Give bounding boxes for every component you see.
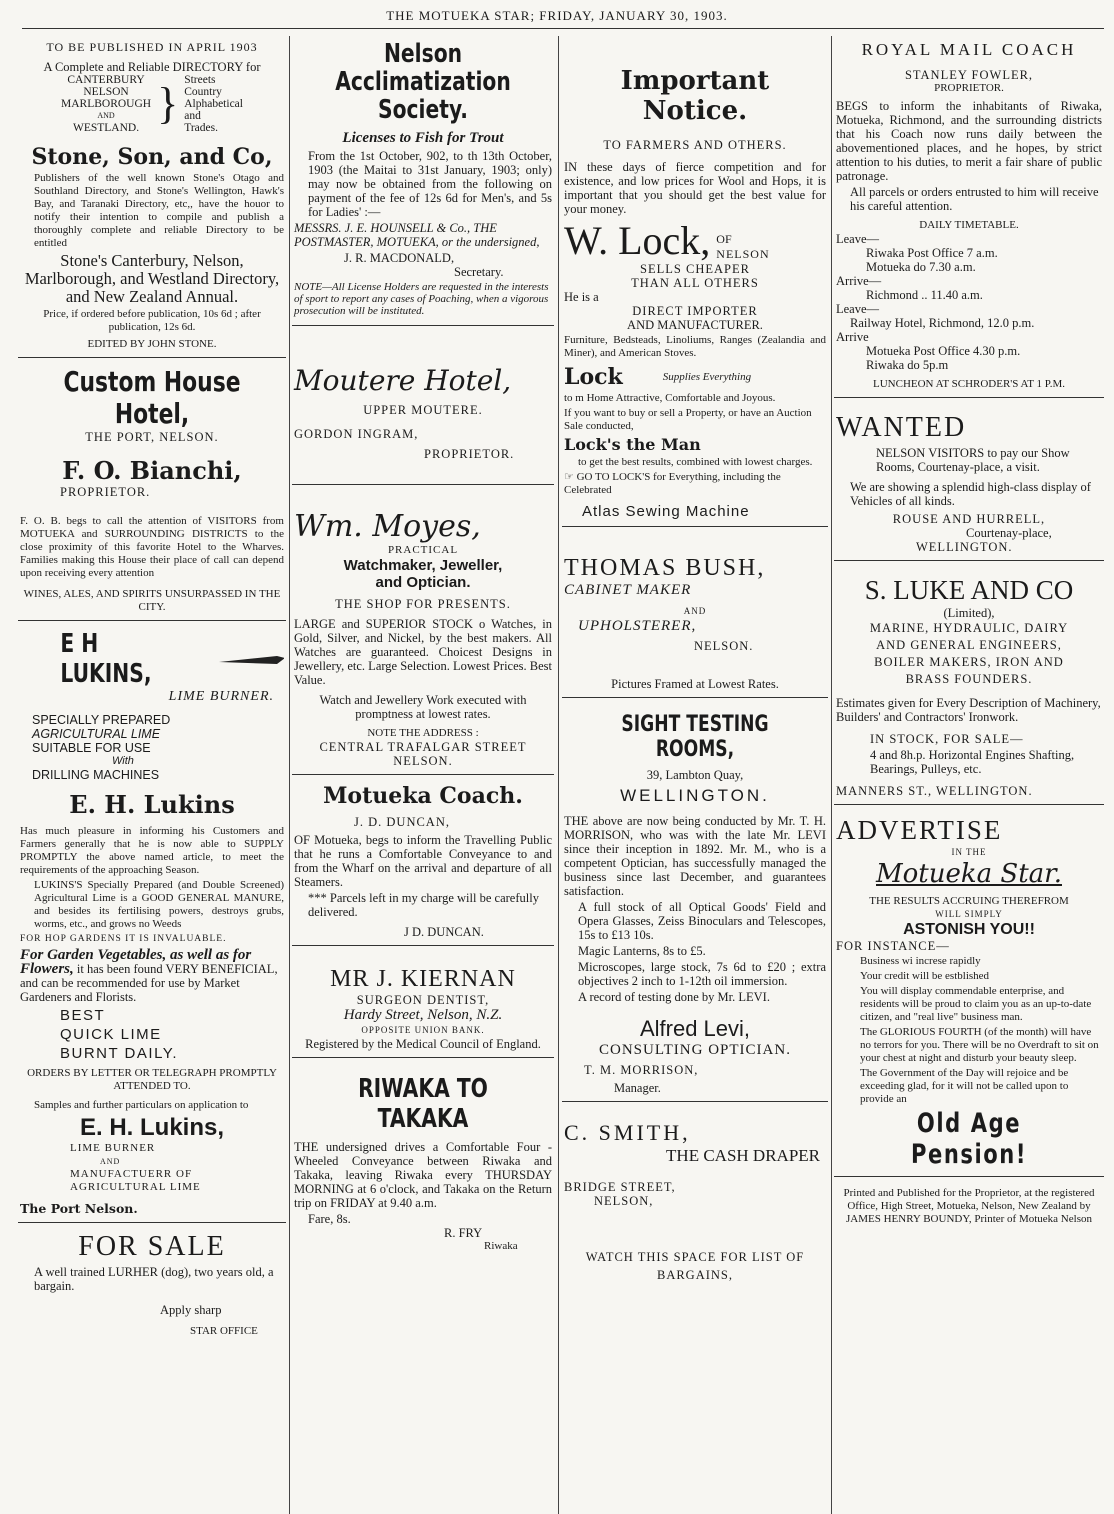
bush-title: THOMAS BUSH, <box>564 555 766 581</box>
kiernan-ad <box>292 950 554 1058</box>
tt-row: Motueka Post Office 4.30 p.m. <box>866 344 1021 358</box>
luke-engines: 4 and 8h.p. Horizontal Engines Shafting, Bearings, Pulleys, etc. <box>870 748 1075 776</box>
hotel-address: THE PORT, NELSON. <box>85 430 219 444</box>
column-rule <box>558 36 559 1514</box>
bush-place: NELSON. <box>694 639 754 653</box>
coach-parcels: *** Parcels left in my charge will be carefully delivered. <box>308 891 539 919</box>
lukins-line: AGRICULTURAL LIME <box>32 727 161 741</box>
sight-city: WELLINGTON. <box>620 786 770 805</box>
imprint <box>834 1181 1104 1232</box>
hotel-footer: WINES, ALES, AND SPIRITS UNSURPASSED IN THE CITY. <box>23 588 281 613</box>
moutere-hotel-ad <box>292 330 554 485</box>
moyes-shop: THE SHOP FOR PRESENTS. <box>335 597 511 611</box>
rmc-role: PROPRIETOR. <box>934 82 1004 94</box>
lock-of: OF <box>716 232 732 246</box>
lock-role-2: AND MANUFACTURER. <box>627 318 763 332</box>
luke-addr: MANNERS ST., WELLINGTON. <box>836 784 1033 798</box>
luke-ltd: (Limited), <box>943 606 995 620</box>
lock-nelson: NELSON <box>716 247 770 261</box>
firm-name: Stone, Son, and Co, <box>31 144 273 170</box>
section: Country <box>184 86 222 98</box>
brace-icon: } <box>157 79 179 128</box>
directory-body: Publishers of the well known Stone's Otago and Southland Directory, and Stone's Wellington, Hawk's Bay, and Taranaki Directory, etc,, have the houor to notify their intention to compile and publish a thoroughly complete and reliable Directory to be entitled <box>34 172 284 249</box>
advertise-ad <box>834 809 1104 1177</box>
best-line: BEST <box>60 1007 106 1024</box>
footer-line: MANUFACTUERR OF <box>70 1168 193 1180</box>
sight-p5: A record of testing done by Mr. LEVI. <box>578 990 770 1004</box>
sight-p2: A full stock of all Optical Goods' Field and Opera Glasses, Zeiss Binoculars and Telescopes, 15s to £13 10s. <box>578 900 826 942</box>
tt-row: Arrive <box>836 330 869 344</box>
acclim-agents: MESSRS. J. E. HOUNSELL & Co., THE POSTMASTER, MOTUEKA, or the undersigned, <box>294 221 540 249</box>
rmc-title: ROYAL MAIL COACH <box>861 40 1077 59</box>
lukins-footer <box>20 1142 284 1194</box>
tt-row: Richmond .. 11.40 a.m. <box>866 288 983 302</box>
lukins-lines <box>20 713 284 782</box>
notice-sub: TO FARMERS AND OTHERS. <box>603 138 787 152</box>
directory-editor: EDITED BY JOHN STONE. <box>87 338 217 350</box>
bush-pictures: Pictures Framed at Lowest Rates. <box>611 677 779 691</box>
levi-mgr-role: Manager. <box>614 1081 661 1095</box>
acclim-body: From the 1st October, 902, to th 13th October, 1903 (the Maitai to 31st January, 1903; only) may now be obtained from the following on payment of the fee of 12s 6d for Men's, and 5s for Ladies' :— <box>308 149 552 219</box>
lock-man: Lock's the Man <box>564 435 701 454</box>
lukins-ad <box>18 625 286 1223</box>
hotel-owner: F. O. Bianchi, <box>62 456 242 485</box>
coach-owner: J. D. DUNCAN, <box>354 815 450 829</box>
lukins-line: DRILLING MACHINES <box>32 768 160 782</box>
smith-addr-1: BRIDGE STREET, <box>564 1180 676 1194</box>
kiernan-opp: OPPOSITE UNION BANK. <box>361 1025 485 1035</box>
riwaka-body: THE undersigned drives a Comfortable Four - Wheeled Conveyance between Riwaka and Takaka, leaving Riwaka every THURSDAY MORNING at 6 o'clock, and Takaka on the Return trip on FRIDAY at 9.40 a.m. <box>294 1140 552 1210</box>
acclim-title-2: Society. <box>377 95 469 125</box>
column-3 <box>562 36 828 1514</box>
lock-role-1: DIRECT IMPORTER <box>632 304 758 318</box>
wanted-ad <box>834 402 1104 561</box>
for-sale-ad <box>18 1227 286 1344</box>
advertise-for: FOR INSTANCE— <box>836 939 950 953</box>
advertise-i4: The GLORIOUS FOURTH (of the month) will have no terrors for you. There will be no Overdraft to sit on your chest at night and disturb your beauty sleep. <box>860 1026 1099 1064</box>
directory-price: Price, if ordered before publication, 10s 6d ; after publication, 12s 6d. <box>43 308 261 333</box>
riwaka-title: RIWAKA TO TAKAKA <box>358 1074 488 1134</box>
lukins-p4b: it has been found VERY BENEFICIAL, and can be recommended for use by Market Gardeners and Florists. <box>20 962 278 1004</box>
tt-row: Leave— <box>836 302 880 316</box>
rmc-parcels: All parcels or orders entrusted to him will receive his careful attention. <box>850 185 1099 213</box>
advertise-paper: Motueka Star. <box>876 859 1062 889</box>
smith-addr-2: NELSON, <box>594 1194 654 1208</box>
advertise-i5: The Government of the Day will rejoice and be exceeding glad, for it will not be called upon to provide an <box>860 1067 1069 1105</box>
smith-title-2: THE CASH DRAPER <box>666 1146 820 1165</box>
directory-brace <box>20 74 284 134</box>
moutere-sub: UPPER MOUTERE. <box>363 403 483 417</box>
advertise-pension: Old Age Pension! <box>910 1108 1028 1170</box>
lock-cheaper: SELLS CHEAPER <box>640 262 750 276</box>
column-2 <box>292 36 554 1514</box>
lukins-best <box>20 1006 284 1063</box>
advertise-results: THE RESULTS ACCRUING THEREFROM <box>869 895 1069 907</box>
levi-mgr: T. M. MORRISON, <box>584 1063 699 1077</box>
notice-body: IN these days of fierce competition and for existence, and low prices for Wool and Hops, it is important that you should get the best value for your money. <box>564 160 826 216</box>
tt-row: Riwaka Post Office 7 a.m. <box>866 246 998 260</box>
riwaka-takaka-ad <box>292 1062 554 1259</box>
bush-and: AND <box>683 606 707 616</box>
lock-results: to get the best results, combined with lowest charges. <box>578 456 813 468</box>
tt-row: Motueka do 7.30 a.m. <box>866 260 976 274</box>
advertise-in-the: IN THE <box>951 847 987 857</box>
imprint-text: Printed and Published for the Proprietor, at the registered Office, High Street, Motueka, Nelson, New Zealand by JAMES HENRY BOUNDY, Printer of Motueka Nelson <box>843 1187 1095 1225</box>
lock-goto: ☞ GO TO LOCK'S for Everything, including the Celebrated <box>564 471 781 496</box>
sight-title: SIGHT TESTING ROOMS, <box>621 712 769 762</box>
levi-name: Alfred Levi, <box>639 1016 751 1041</box>
coach-sig: J D. DUNCAN. <box>404 925 484 939</box>
custom-house-ad <box>18 362 286 621</box>
notice-title: Important Notice. <box>620 66 770 126</box>
kiernan-title: MR J. KIERNAN <box>330 966 516 992</box>
masthead-rule <box>22 28 1104 29</box>
coach-body: OF Motueka, begs to inform the Travelling Public that he runs a Comfortable Conveyance to and from the Wharf on the arrival and departure of all Steamers. <box>294 833 552 889</box>
moyes-note: NOTE THE ADDRESS : <box>367 727 479 739</box>
advertise-will: WILL SIMPLY <box>935 909 1003 919</box>
riwaka-place: Riwaka <box>484 1240 518 1252</box>
advertise-i1: Business wi increse rapidly <box>860 955 981 967</box>
region: AND <box>97 111 115 120</box>
luke-line: MARINE, HYDRAULIC, DAIRY <box>869 621 1069 635</box>
lukins-p4a: For Garden Vegetables, as well as for Flowers, <box>20 947 252 977</box>
moyes-title: Wm. Moyes, <box>294 509 481 544</box>
for-sale-apply: Apply sharp <box>160 1303 222 1317</box>
directory-title: Stone's Canterbury, Nelson, Marlborough, and Westland Directory, and New Zealand Annual. <box>24 251 280 306</box>
bush-role-2: UPHOLSTERER, <box>578 618 697 634</box>
luke-line: AND GENERAL ENGINEERS, <box>876 638 1062 652</box>
moyes-ad <box>292 505 554 775</box>
moyes-trade-2: and Optician. <box>375 574 471 591</box>
hotel-body: F. O. B. begs to call the attention of VISITORS from MOTUEKA and SURROUNDING DISTRICTS to the close proximity of this favorite Hotel to the Wharves. Families making this House their place of call can depend upon receiving every attention <box>20 515 284 579</box>
lock-atlas: Atlas Sewing Machine <box>582 503 750 520</box>
acclim-sig: J. R. MACDONALD, <box>344 251 455 265</box>
coach-title: Motueka Coach. <box>323 783 523 809</box>
wanted-firm: ROUSE AND HURRELL, <box>892 512 1046 526</box>
footer-line: AND <box>100 1157 121 1166</box>
advertise-i2: Your credit will be estblished <box>860 970 990 982</box>
smith-watch: WATCH THIS SPACE FOR LIST OF BARGAINS, <box>585 1250 805 1282</box>
lukins-samples: Samples and further particulars on application to <box>34 1099 249 1111</box>
sight-addr: 39, Lambton Quay, <box>646 768 744 782</box>
luke-lines <box>836 620 1102 688</box>
lukins-p3: FOR HOP GARDENS IT IS INVALUABLE. <box>20 934 227 944</box>
for-sale-office: STAR OFFICE <box>190 1325 258 1337</box>
column-rule <box>831 36 832 1514</box>
lukins-line: SPECIALLY PREPARED <box>32 713 171 727</box>
moutere-owner: GORDON INGRAM, <box>294 427 419 441</box>
region: CANTERBURY <box>67 74 145 86</box>
tt-row: Railway Hotel, Richmond, 12.0 p.m. <box>850 316 1035 330</box>
moyes-addr-2: NELSON. <box>393 754 453 768</box>
lukins-role: LIME BURNER. <box>168 689 274 704</box>
section: and <box>184 110 201 122</box>
region: WESTLAND. <box>72 122 140 134</box>
lukins-orders: ORDERS BY LETTER OR TELEGRAPH PROMPTLY ATTENDED TO. <box>27 1067 277 1092</box>
column-rule <box>289 36 290 1514</box>
tt-row: Leave— <box>836 232 880 246</box>
tt-row: Riwaka do 5p.m <box>866 358 949 372</box>
lukins-p1: Has much pleasure in informing his Customers and Farmers generally that he is now able to SUPPLY PROMPTLY the above named article, to meet the requirements of the approaching Season. <box>20 825 284 876</box>
hotel-title: Custom House Hotel, <box>63 365 241 430</box>
acclimatization-ad <box>292 36 554 326</box>
directory-ad <box>18 36 286 358</box>
column-4 <box>834 36 1104 1514</box>
lock-goods: Furniture, Bedsteads, Linoliums, Ranges (Zealandia and Miner), and American Stoves. <box>564 334 826 359</box>
lukins-p2: LUKINS'S Specially Prepared (and Double Screened) Agricultural Lime is a GOOD GENERAL MANURE, and besides its fertilising powers, destroys grubs, worms, etc., and grows no Weeds <box>34 879 284 930</box>
lukins-line: SUITABLE FOR USE <box>32 741 151 755</box>
kiernan-reg: Registered by the Medical Council of England. <box>305 1037 541 1051</box>
rmc-body: BEGS to inform the inhabitants of Riwaka, Motueka, Richmond, and the surrounding districts that his Coach now runs daily between the abovementioned places, and he hopes, by strict attention to his duties, to merit a fair share of public patronage. <box>836 99 1102 183</box>
acclim-sub: Licenses to Fish for Trout <box>342 130 504 146</box>
smith-draper-ad <box>562 1106 828 1290</box>
column-1 <box>18 36 286 1514</box>
kiernan-role: SURGEON DENTIST, <box>356 993 490 1007</box>
moyes-work: Watch and Jewellery Work executed with promptness at lowest rates. <box>319 693 527 721</box>
section: Streets <box>184 74 216 86</box>
sight-p3: Magic Lanterns, 8s to £5. <box>578 944 706 958</box>
luke-line: BOILER MAKERS, IRON AND <box>874 655 1064 669</box>
region: MARLBOROUGH <box>61 98 152 110</box>
for-sale-body: A well trained LURHER (dog), two years old, a bargain. <box>34 1265 274 1293</box>
riwaka-fare: Fare, 8s. <box>308 1212 351 1226</box>
lukins-name: E H LUKINS, <box>60 629 152 689</box>
advertise-astonish: ASTONISH YOU!! <box>903 921 1035 938</box>
lock-supplies: Supplies Everything <box>662 370 752 383</box>
lukins-name-2: E. H. Lukins <box>69 790 235 819</box>
bush-role: CABINET MAKER <box>564 582 692 598</box>
moyes-addr-1: CENTRAL TRAFALGAR STREET <box>319 740 527 754</box>
lock-word: Lock <box>564 364 623 390</box>
luke-ad <box>834 565 1104 805</box>
important-notice-ad <box>562 36 828 527</box>
rmc-owner: STANLEY FOWLER, <box>904 68 1034 82</box>
wanted-p2: We are showing a splendid high-class display of Vehicles of all kinds. <box>850 480 1091 508</box>
moutere-title: Moutere Hotel, <box>294 364 512 397</box>
acclim-note: NOTE—All License Holders are requested in the interests of sport to report any cases of Poaching, when a vigorous prosecution will be instituted. <box>294 281 549 317</box>
lock-home: to m Home Attractive, Comfortable and Joyous. <box>564 392 776 404</box>
moyes-trade-1: Watchmaker, Jeweller, <box>343 557 503 574</box>
region: NELSON <box>83 86 129 98</box>
footer-line: AGRICULTURAL LIME <box>70 1181 201 1193</box>
section: Trades. <box>184 122 218 134</box>
lukins-port: The Port Nelson. <box>20 1201 138 1216</box>
lock-auction: If you want to buy or sell a Property, or have an Auction Sale conducted, <box>564 407 812 432</box>
sight-p1: THE above are now being conducted by Mr. T. H. MORRISON, who was with the late Mr. LEVI since their inception in 1892. Mr. M., who is a competent Optician, has successfully managed the business since last December, and guarantees satisfaction. <box>564 814 826 898</box>
section-list <box>184 74 243 134</box>
wanted-p1: NELSON VISITORS to pay our Show Rooms, Courtenay-place, a visit. <box>876 446 1070 474</box>
sight-p4: Microscopes, large stock, 7s 6d to £20 ; extra objectives 2 inch to 1-12th oil immersion. <box>578 960 826 988</box>
footer-line: LIME BURNER <box>70 1142 156 1154</box>
region-list <box>61 74 151 134</box>
for-sale-title: FOR SALE <box>78 1231 226 1262</box>
advertise-i3: You will display commendable enterprise, and residents will be proud to claim you as an up-to-date citizen, and "real live" business man. <box>860 985 1092 1023</box>
lukins-line: With <box>112 755 134 767</box>
best-line: BURNT DAILY. <box>60 1045 179 1062</box>
acclim-title-1: Nelson Acclimatization <box>335 39 511 97</box>
wanted-title: WANTED <box>836 412 967 443</box>
luke-stock: IN STOCK, FOR SALE— <box>870 732 1024 746</box>
masthead: THE MOTUEKA STAR; FRIDAY, JANUARY 30, 1903. <box>386 8 728 23</box>
riwaka-sig: R. FRY <box>444 1226 483 1240</box>
lock-than: THAN ALL OTHERS <box>631 276 759 290</box>
motueka-coach-ad <box>292 779 554 946</box>
rmc-tt-head: DAILY TIMETABLE. <box>919 219 1019 231</box>
moyes-practical: PRACTICAL <box>387 544 459 556</box>
best-line: QUICK LIME <box>60 1026 162 1043</box>
kiernan-addr: Hardy Street, Nelson, N.Z. <box>343 1007 503 1023</box>
lock-heis: He is a <box>564 290 599 304</box>
luke-title: S. LUKE AND CO <box>864 575 1074 605</box>
wanted-addr: Courtenay-place, <box>966 526 1052 540</box>
luke-line: BRASS FOUNDERS. <box>905 672 1033 686</box>
moyes-body: LARGE and SUPERIOR STOCK o Watches, in Gold, Silver, and Nickel, by the best makers. All Watches are guaranteed. Choicest Designs in Jewellery, etc. Large Selection. Lowest Prices. Best Value. <box>294 617 552 687</box>
levi-role: CONSULTING OPTICIAN. <box>599 1042 791 1058</box>
directory-heading: TO BE PUBLISHED IN APRIL 1903 <box>46 40 258 54</box>
lock-firm: W. Lock, <box>564 218 711 263</box>
directory-intro: A Complete and Reliable DIRECTORY for <box>43 60 261 74</box>
lukins-name-3: E. H. Lukins, <box>79 1114 225 1141</box>
smith-title-1: C. SMITH, <box>564 1120 691 1145</box>
advertise-title: ADVERTISE <box>836 815 1003 845</box>
sight-testing-ad <box>562 702 828 1102</box>
acclim-sig-role: Secretary. <box>454 265 504 279</box>
tt-row: Arrive— <box>836 274 882 288</box>
rmc-lunch: LUNCHEON AT SCHRODER'S AT 1 P.M. <box>873 378 1065 390</box>
trowel-icon <box>217 652 284 666</box>
royal-mail-coach-ad <box>834 36 1104 398</box>
hotel-role: PROPRIETOR. <box>60 485 151 499</box>
thomas-bush-ad <box>562 531 828 698</box>
wanted-city: WELLINGTON. <box>916 540 1013 554</box>
moutere-role: PROPRIETOR. <box>424 447 515 461</box>
section: Alphabetical <box>184 98 243 110</box>
rmc-timetable <box>836 232 1102 372</box>
luke-est: Estimates given for Every Description of Machinery, Builders' and Contractors' Ironwork. <box>836 696 1101 724</box>
